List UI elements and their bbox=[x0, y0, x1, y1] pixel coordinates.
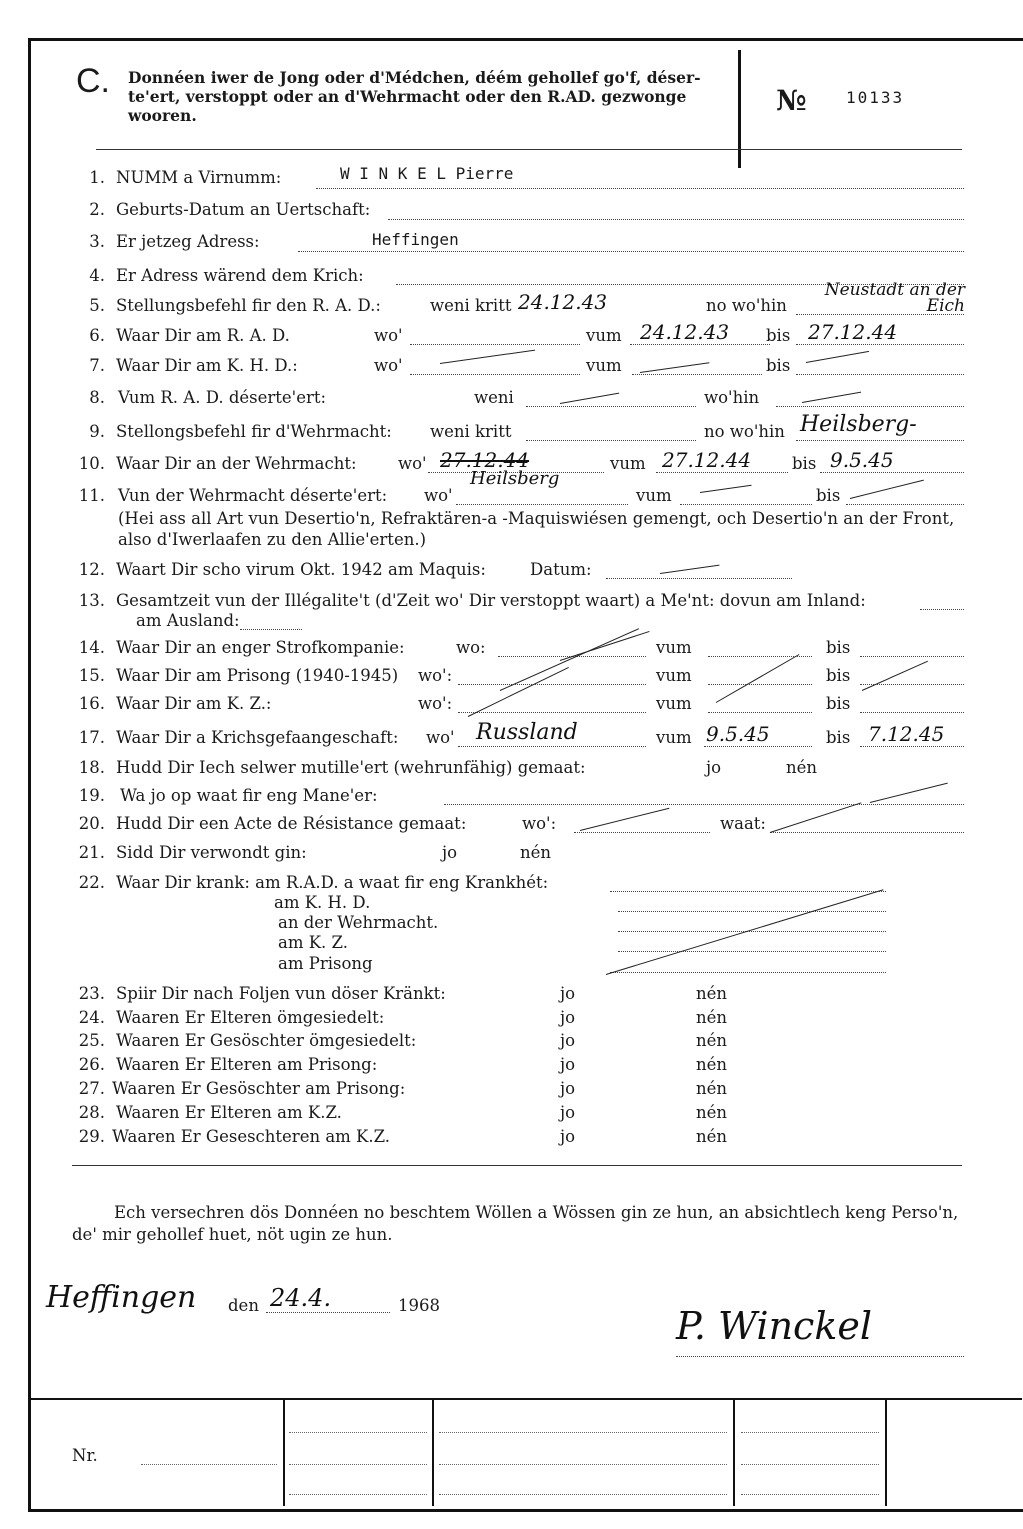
field-label: Waaren Er Gesöschter am Prisong: bbox=[112, 1079, 406, 1098]
field-label: Stellungsbefehl fir den R. A. D.: bbox=[116, 296, 381, 315]
declaration-text: Ech versechren dös Donnéen no beschtem Wöllen a Wössen gin ze hun, an absichtlech keng Perso'n, de' mir gehollef huet, nöt ugin ze hun. bbox=[72, 1203, 959, 1244]
field-label: wo'hin bbox=[704, 388, 760, 407]
option-yes[interactable]: jo bbox=[560, 1079, 576, 1098]
field-label: Sidd Dir verwondt gin: bbox=[116, 843, 307, 862]
row-26 bbox=[0, 1055, 1023, 1079]
option-no[interactable]: nén bbox=[696, 1055, 728, 1074]
row-number: 10. bbox=[78, 454, 105, 473]
option-yes[interactable]: jo bbox=[560, 1103, 576, 1122]
name-value[interactable]: W I N K E L Pierre bbox=[340, 164, 514, 183]
row-number: 25. bbox=[78, 1031, 105, 1050]
wehrmacht-to[interactable]: 9.5.45 bbox=[830, 448, 894, 472]
row-number: 18. bbox=[78, 758, 105, 777]
field-label: bis bbox=[826, 666, 851, 685]
field-label: Wa jo op waat fir eng Mane'er: bbox=[120, 786, 378, 805]
form-title: Donnéen iwer de Jong oder d'Médchen, déém gehollef go'f, déser-te'ert, verstoppt oder an d'Wehrmacht oder den R.AD. gezwonge wooren. bbox=[128, 68, 701, 125]
field-label: vum bbox=[586, 356, 622, 375]
field-label: Er Adress wärend dem Krich: bbox=[116, 266, 364, 285]
option-yes[interactable]: jo bbox=[560, 984, 576, 1003]
row-13-abroad bbox=[0, 611, 1023, 635]
field-label: vum bbox=[656, 694, 692, 713]
row-3 bbox=[0, 232, 1023, 256]
signature-date[interactable]: 24.4. bbox=[270, 1284, 332, 1312]
option-no[interactable]: nén bbox=[786, 758, 818, 777]
row-24 bbox=[0, 1008, 1023, 1032]
row-29 bbox=[0, 1127, 1023, 1151]
field-label: vum bbox=[586, 326, 622, 345]
field-label: bis bbox=[826, 728, 851, 747]
section-letter: C. bbox=[76, 62, 110, 100]
row-number: 6. bbox=[89, 326, 105, 345]
field-label: bis bbox=[766, 326, 791, 345]
field-label: Hudd Dir Iech selwer mutille'ert (wehrunfähig) gemaat: bbox=[116, 758, 586, 777]
field-label: vum bbox=[636, 486, 672, 505]
wehrmacht-destination[interactable]: Heilsberg- bbox=[800, 412, 917, 437]
field-label: NUMM a Virnumm: bbox=[116, 168, 282, 187]
option-no[interactable]: nén bbox=[696, 1008, 728, 1027]
wehrmacht-from[interactable]: 27.12.44 bbox=[662, 448, 752, 472]
option-yes[interactable]: jo bbox=[442, 843, 458, 862]
row-number: 15. bbox=[78, 666, 105, 685]
field-label: Er jetzeg Adress: bbox=[116, 232, 260, 251]
row-number: 27. bbox=[78, 1079, 105, 1098]
row-number: 29. bbox=[78, 1127, 105, 1146]
row-5 bbox=[0, 280, 1023, 320]
header-rule bbox=[96, 149, 962, 150]
row-number: 9. bbox=[89, 422, 105, 441]
field-label: bis bbox=[766, 356, 791, 375]
field-label: Waaren Er Gesöschter ömgesiedelt: bbox=[116, 1031, 417, 1050]
row-20 bbox=[0, 814, 1023, 838]
row-number: 24. bbox=[78, 1008, 105, 1027]
signature-line bbox=[676, 1356, 964, 1357]
row-21 bbox=[0, 843, 1023, 867]
field-label: bis bbox=[792, 454, 817, 473]
row-number: 23. bbox=[78, 984, 105, 1003]
signature[interactable]: P. Winckel bbox=[676, 1304, 872, 1348]
row-number: 26. bbox=[78, 1055, 105, 1074]
field-label: Waar Dir krank: am R.A.D. a waat fir eng Krankhét: bbox=[116, 873, 549, 892]
address-value[interactable]: Heffingen bbox=[372, 230, 459, 249]
row-17 bbox=[0, 720, 1023, 752]
option-no[interactable]: nén bbox=[696, 1103, 728, 1122]
field-label: bis bbox=[826, 638, 851, 657]
field-label: am Ausland: bbox=[136, 611, 240, 630]
field-label: no wo'hin bbox=[704, 422, 785, 441]
field-label: Vum R. A. D. déserte'ert: bbox=[118, 388, 327, 407]
option-no[interactable]: nén bbox=[696, 1031, 728, 1050]
field-label: am K. H. D. bbox=[274, 893, 371, 912]
field-label: am K. Z. bbox=[278, 933, 348, 952]
field-label: bis bbox=[816, 486, 841, 505]
option-no[interactable]: nén bbox=[696, 1079, 728, 1098]
option-yes[interactable]: jo bbox=[560, 1031, 576, 1050]
row-11-note: (Hei ass all Art vun Desertio'n, Refraktären-a -Maquiswiésen gemengt, och Desertio'n an der Front, also d'Iwerlaafen zu den Allie'erten.) bbox=[118, 509, 955, 549]
row-25 bbox=[0, 1031, 1023, 1055]
field-label: vum bbox=[610, 454, 646, 473]
field-label: wo': bbox=[418, 694, 453, 713]
signature-year: 1968 bbox=[398, 1296, 440, 1315]
field-label: Waar Dir am Prisong (1940-1945) bbox=[116, 666, 399, 685]
row-number: 22. bbox=[78, 873, 105, 892]
row-18 bbox=[0, 758, 1023, 782]
field-label: Geburts-Datum an Uertschaft: bbox=[116, 200, 371, 219]
row-11 bbox=[0, 486, 1023, 510]
captivity-to[interactable]: 7.12.45 bbox=[868, 722, 945, 746]
field-label: vum bbox=[656, 638, 692, 657]
captivity-from[interactable]: 9.5.45 bbox=[706, 722, 770, 746]
field-label: weni kritt bbox=[430, 422, 512, 441]
field-label: Waart Dir scho virum Okt. 1942 am Maquis: bbox=[116, 560, 486, 579]
row-27 bbox=[0, 1079, 1023, 1103]
nr-label: Nr. bbox=[72, 1446, 98, 1465]
field-label: bis bbox=[826, 694, 851, 713]
row-number: 12. bbox=[78, 560, 105, 579]
row-number: 3. bbox=[89, 232, 105, 251]
field-label: waat: bbox=[720, 814, 766, 833]
rad-order-date[interactable]: 24.12.43 bbox=[518, 290, 608, 314]
field-label: wo: bbox=[456, 638, 486, 657]
field-label: Waar Dir am K. H. D.: bbox=[116, 356, 298, 375]
row-28 bbox=[0, 1103, 1023, 1127]
rad-to[interactable]: 27.12.44 bbox=[808, 320, 898, 344]
field-label: wo': bbox=[522, 814, 557, 833]
option-yes[interactable]: jo bbox=[560, 1008, 576, 1027]
row-number: 11. bbox=[78, 486, 105, 505]
row-number: 20. bbox=[78, 814, 105, 833]
field-label: Datum: bbox=[530, 560, 592, 579]
row-number: 16. bbox=[78, 694, 105, 713]
row-number: 19. bbox=[78, 786, 105, 805]
row-10 bbox=[0, 448, 1023, 489]
row-23 bbox=[0, 984, 1023, 1008]
field-label: Stellongsbefehl fir d'Wehrmacht: bbox=[116, 422, 392, 441]
field-label: vum bbox=[656, 728, 692, 747]
option-yes[interactable]: jo bbox=[706, 758, 722, 777]
row-7 bbox=[0, 356, 1023, 380]
field-label: wo' bbox=[374, 326, 403, 345]
wehrmacht-where[interactable]: Heilsberg bbox=[470, 468, 560, 489]
field-label: Waar Dir a Krichsgefaangeschaft: bbox=[116, 728, 399, 747]
wehrmacht-where-struck: 27.12.44 bbox=[440, 448, 530, 472]
field-label: wo' bbox=[374, 356, 403, 375]
row-number: 28. bbox=[78, 1103, 105, 1122]
row-number: 1. bbox=[89, 168, 105, 187]
field-label: weni bbox=[474, 388, 514, 407]
field-label: Waar Dir am K. Z.: bbox=[116, 694, 272, 713]
field-label: an der Wehrmacht. bbox=[278, 913, 439, 932]
field-label: am Prisong bbox=[278, 954, 373, 973]
row-2 bbox=[0, 200, 1023, 224]
row-number: 2. bbox=[89, 200, 105, 219]
field-label: wo' bbox=[398, 454, 427, 473]
field-label: Waaren Er Elteren am Prisong: bbox=[116, 1055, 378, 1074]
row-number: 4. bbox=[89, 266, 105, 285]
row-number: 17. bbox=[78, 728, 105, 747]
row-number: 7. bbox=[89, 356, 105, 375]
row-number: 21. bbox=[78, 843, 105, 862]
field-label: Waar Dir an enger Strofkompanie: bbox=[116, 638, 405, 657]
rad-from[interactable]: 24.12.43 bbox=[640, 320, 730, 344]
field-label: Gesamtzeit vun der Illégalite't (d'Zeit wo' Dir verstoppt waart) a Me'nt: dovun am Inland: bbox=[116, 591, 866, 610]
field-label: no wo'hin bbox=[706, 296, 787, 315]
row-22-prisong bbox=[0, 954, 1023, 978]
option-yes[interactable]: jo bbox=[560, 1055, 576, 1074]
row-19 bbox=[0, 786, 1023, 810]
row-number: 5. bbox=[89, 296, 105, 315]
field-label: wo' bbox=[426, 728, 455, 747]
section-separator bbox=[72, 1165, 962, 1166]
option-no[interactable]: nén bbox=[696, 1127, 728, 1146]
header-divider bbox=[738, 50, 741, 168]
date-line bbox=[266, 1312, 390, 1313]
signature-place[interactable]: Heffingen bbox=[46, 1280, 197, 1315]
field-label: Vun der Wehrmacht déserte'ert: bbox=[118, 486, 388, 505]
rad-order-destination[interactable]: Neustadt an der Eich bbox=[824, 280, 965, 316]
field-label: Waaren Er Geseschteren am K.Z. bbox=[112, 1127, 391, 1146]
field-label: wo': bbox=[418, 666, 453, 685]
row-9 bbox=[0, 412, 1023, 446]
office-table bbox=[31, 1398, 1022, 1506]
row-number: 8. bbox=[89, 388, 105, 407]
option-no[interactable]: nén bbox=[520, 843, 552, 862]
form-number: 10133 bbox=[846, 88, 905, 107]
row-14 bbox=[0, 638, 1023, 662]
field-label: weni kritt bbox=[430, 296, 512, 315]
option-no[interactable]: nén bbox=[696, 984, 728, 1003]
option-yes[interactable]: jo bbox=[560, 1127, 576, 1146]
row-8 bbox=[0, 388, 1023, 412]
row-number: 13. bbox=[78, 591, 105, 610]
row-6 bbox=[0, 320, 1023, 350]
field-label: Spiir Dir nach Foljen vun döser Kränkt: bbox=[116, 984, 446, 1003]
den-label: den bbox=[228, 1296, 259, 1315]
captivity-where[interactable]: Russland bbox=[476, 720, 578, 745]
field-label: Waaren Er Elteren ömgesiedelt: bbox=[116, 1008, 385, 1027]
row-16 bbox=[0, 694, 1023, 718]
row-12 bbox=[0, 560, 1023, 584]
field-label: Waar Dir am R. A. D. bbox=[116, 326, 290, 345]
field-label: Waar Dir an der Wehrmacht: bbox=[116, 454, 357, 473]
field-label: wo' bbox=[424, 486, 453, 505]
field-label: Hudd Dir een Acte de Résistance gemaat: bbox=[116, 814, 467, 833]
field-label: vum bbox=[656, 666, 692, 685]
number-sign: № bbox=[776, 84, 807, 117]
row-1 bbox=[0, 164, 1023, 192]
field-label: Waaren Er Elteren am K.Z. bbox=[116, 1103, 342, 1122]
row-number: 14. bbox=[78, 638, 105, 657]
